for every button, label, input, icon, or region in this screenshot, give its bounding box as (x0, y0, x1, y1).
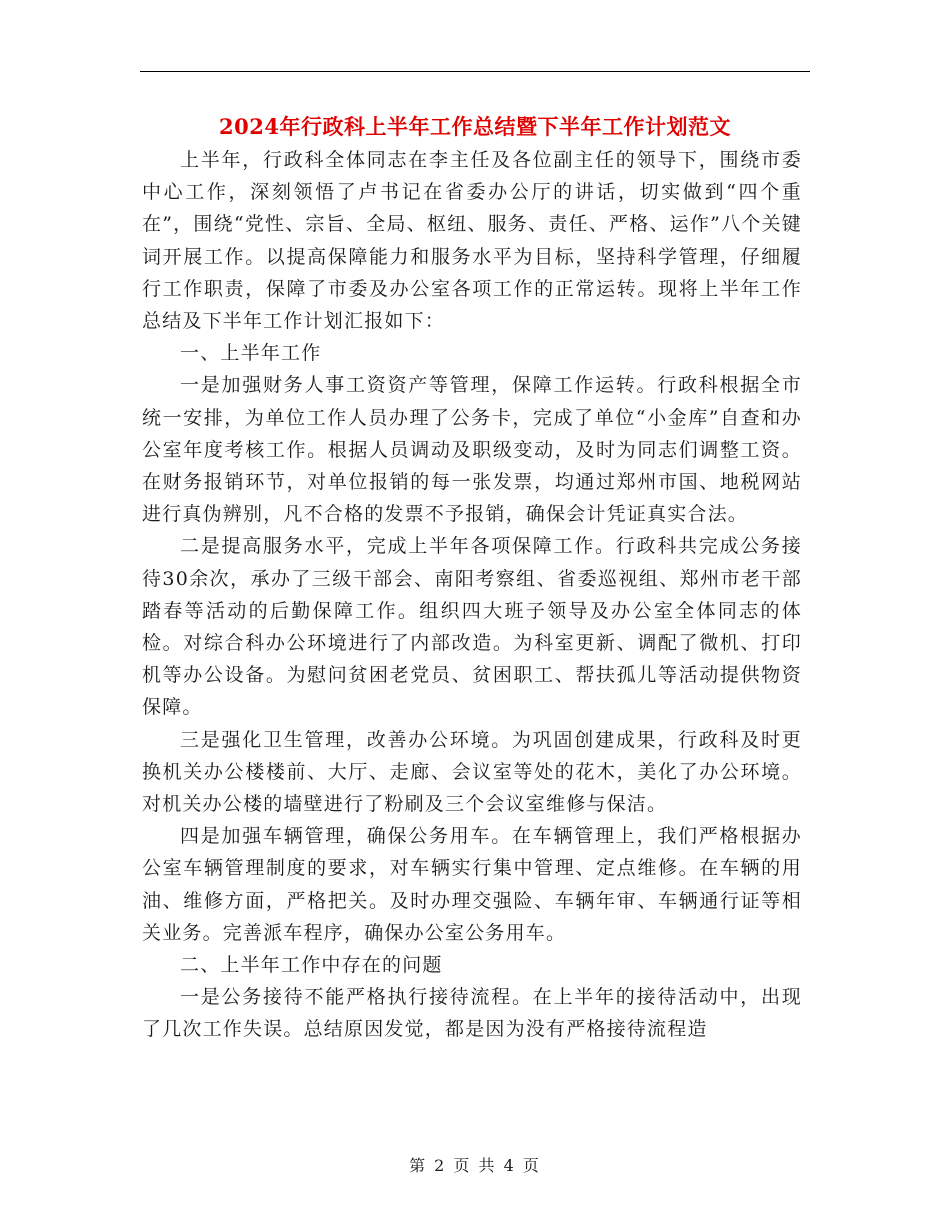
paragraph-intro: 上半年，行政科全体同志在李主任及各位副主任的领导下，围绕市委中心工作，深刻领悟了卢书记在省委办公厅的讲话，切实做到“四个重在”，围绕“党性、宗旨、全局、枢纽、服务、责任、严格、运作”八个关键词开展工作。以提高保障能力和服务水平为目标，坚持科学管理，仔细履行工作职责，保障了市委及办公室各项工作的正常运转。现将上半年工作总结及下半年工作计划汇报如下： (142, 149, 802, 333)
header-rule (140, 71, 810, 72)
section-heading-1: 一、上半年工作 (180, 342, 322, 365)
paragraph-service: 二是提高服务水平，完成上半年各项保障工作。行政科共完成公务接待30余次，承办了三级干部会、南阳考察组、省委巡视组、郑州市老干部踏春等活动的后勤保障工作。组织四大班子领导及办公室全体同志的体检。对综合科办公环境进行了内部改造。为科室更新、调配了微机、打印机等办公设备。为慰问贫困老党员、贫困职工、帮扶孤儿等活动提供物资保障。 (142, 535, 802, 719)
page-footer: 第 2 页 共 4 页 (409, 1156, 541, 1175)
paragraph-problems: 一是公务接待不能严格执行接待流程。在上半年的接待活动中，出现了几次工作失误。总结原因发觉，都是因为没有严格接待流程造 (142, 986, 802, 1041)
document-body (142, 144, 802, 1046)
paragraph-hygiene: 三是强化卫生管理，改善办公环境。为巩固创建成果，行政科及时更换机关办公楼楼前、大厅、走廊、会议室等处的花木，美化了办公环境。对机关办公楼的墙壁进行了粉刷及三个会议室维修与保洁。 (142, 728, 802, 816)
document-title: 2024年行政科上半年工作总结暨下半年工作计划范文 (219, 114, 731, 139)
section-heading-2: 二、上半年工作中存在的问题 (180, 954, 443, 977)
paragraph-vehicles: 四是加强车辆管理，确保公务用车。在车辆管理上，我们严格根据办公室车辆管理制度的要求，对车辆实行集中管理、定点维修。在车辆的用油、维修方面，严格把关。及时办理交强险、车辆年审、车辆通行证等相关业务。完善派车程序，确保办公室公务用车。 (142, 825, 802, 944)
paragraph-finance: 一是加强财务人事工资资产等管理，保障工作运转。行政科根据全市统一安排，为单位工作人员办理了公务卡，完成了单位“小金库”自查和办公室年度考核工作。根据人员调动及职级变动，及时为同志们调整工资。在财务报销环节，对单位报销的每一张发票，均通过郑州市国、地税网站进行真伪辨别，凡不合格的发票不予报销，确保会计凭证真实合法。 (142, 374, 802, 526)
